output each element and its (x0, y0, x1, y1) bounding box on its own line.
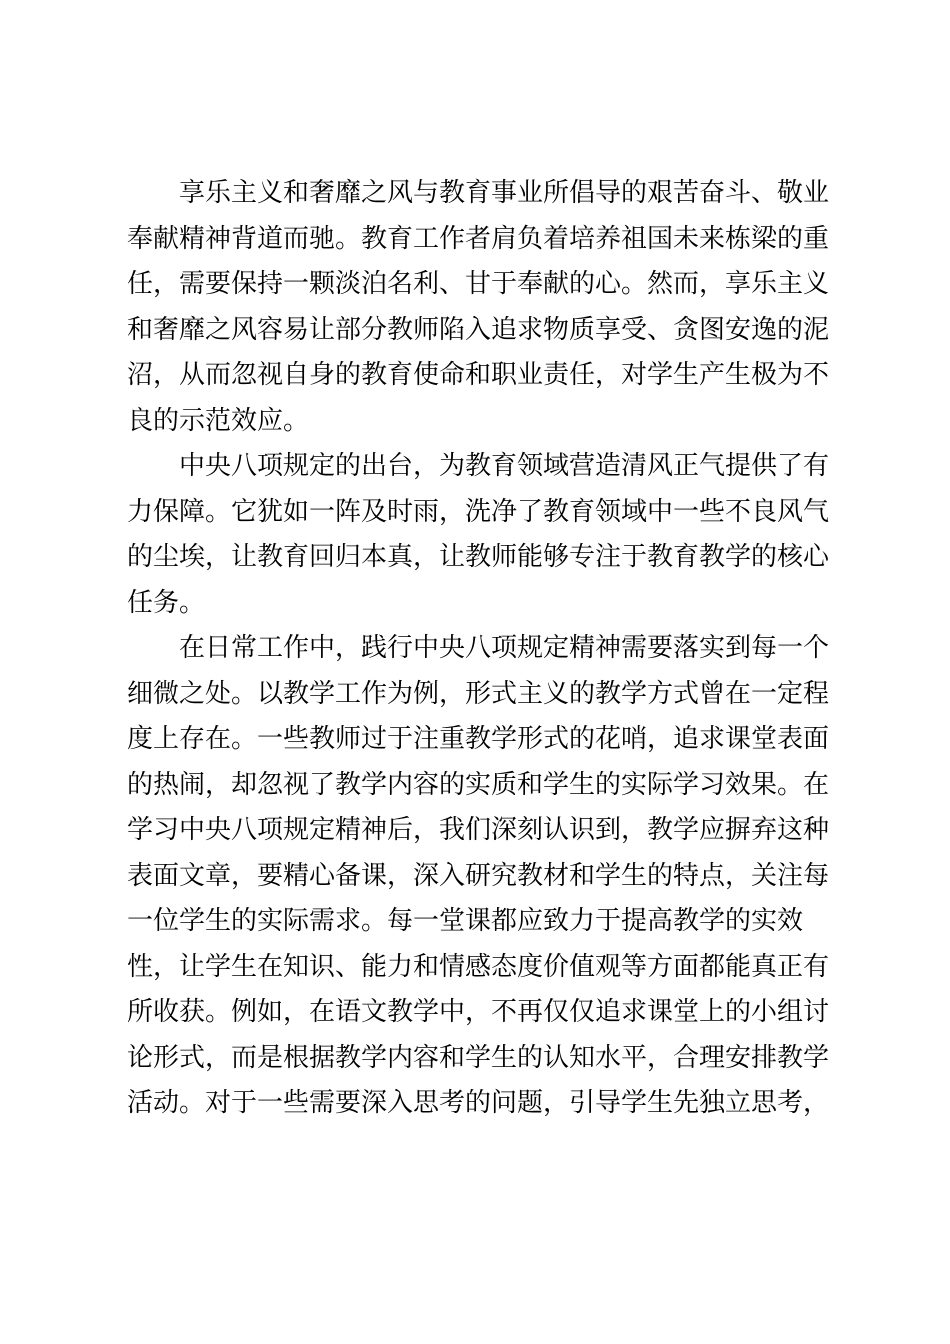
text-line: 所收获。例如，在语文教学中，不再仅仅追求课堂上的小组讨 (127, 997, 830, 1027)
body-text (127, 171, 830, 1127)
text-line: 任，需要保持一颗淡泊名利、甘于奉献的心。然而，享乐主义 (127, 269, 830, 299)
text-line: 力保障。它犹如一阵及时雨，洗净了教育领域中一些不良风气 (127, 496, 830, 527)
text-line: 良的示范效应。 (127, 405, 310, 436)
text-line: 学习中央八项规定精神后，我们深刻认识到，教学应摒弃这种 (127, 815, 830, 845)
text-line: 奉献精神背道而驰。教育工作者肩负着培养祖国未来栋梁的重 (127, 223, 830, 254)
text-line: 性，让学生在知识、能力和情感态度价值观等方面都能真正有 (127, 951, 830, 982)
text-line: 中央八项规定的出台，为教育领域营造清风正气提供了有 (179, 451, 830, 481)
text-line: 表面文章，要精心备课，深入研究教材和学生的特点，关注每 (127, 860, 830, 891)
text-line: 享乐主义和奢靡之风与教育事业所倡导的艰苦奋斗、敬业 (179, 178, 830, 208)
text-line: 和奢靡之风容易让部分教师陷入追求物质享受、贪图安逸的泥 (127, 314, 830, 345)
text-line: 论形式，而是根据教学内容和学生的认知水平，合理安排教学 (127, 1042, 830, 1073)
text-line: 的尘埃，让教育回归本真，让教师能够专注于教育教学的核心 (127, 542, 830, 572)
text-line: 一位学生的实际需求。每一堂课都应致力于提高教学的实效 (127, 906, 804, 936)
text-line: 活动。对于一些需要深入思考的问题，引导学生先独立思考， (127, 1088, 830, 1118)
text-line: 在日常工作中，践行中央八项规定精神需要落实到每一个 (179, 633, 830, 663)
text-line: 度上存在。一些教师过于注重教学形式的花哨，追求课堂表面 (127, 724, 830, 754)
text-line: 沼，从而忽视自身的教育使命和职业责任，对学生产生极为不 (127, 360, 830, 390)
text-line: 任务。 (127, 587, 206, 618)
text-line: 的热闹，却忽视了教学内容的实质和学生的实际学习效果。在 (127, 769, 830, 800)
text-line: 细微之处。以教学工作为例，形式主义的教学方式曾在一定程 (127, 678, 830, 709)
